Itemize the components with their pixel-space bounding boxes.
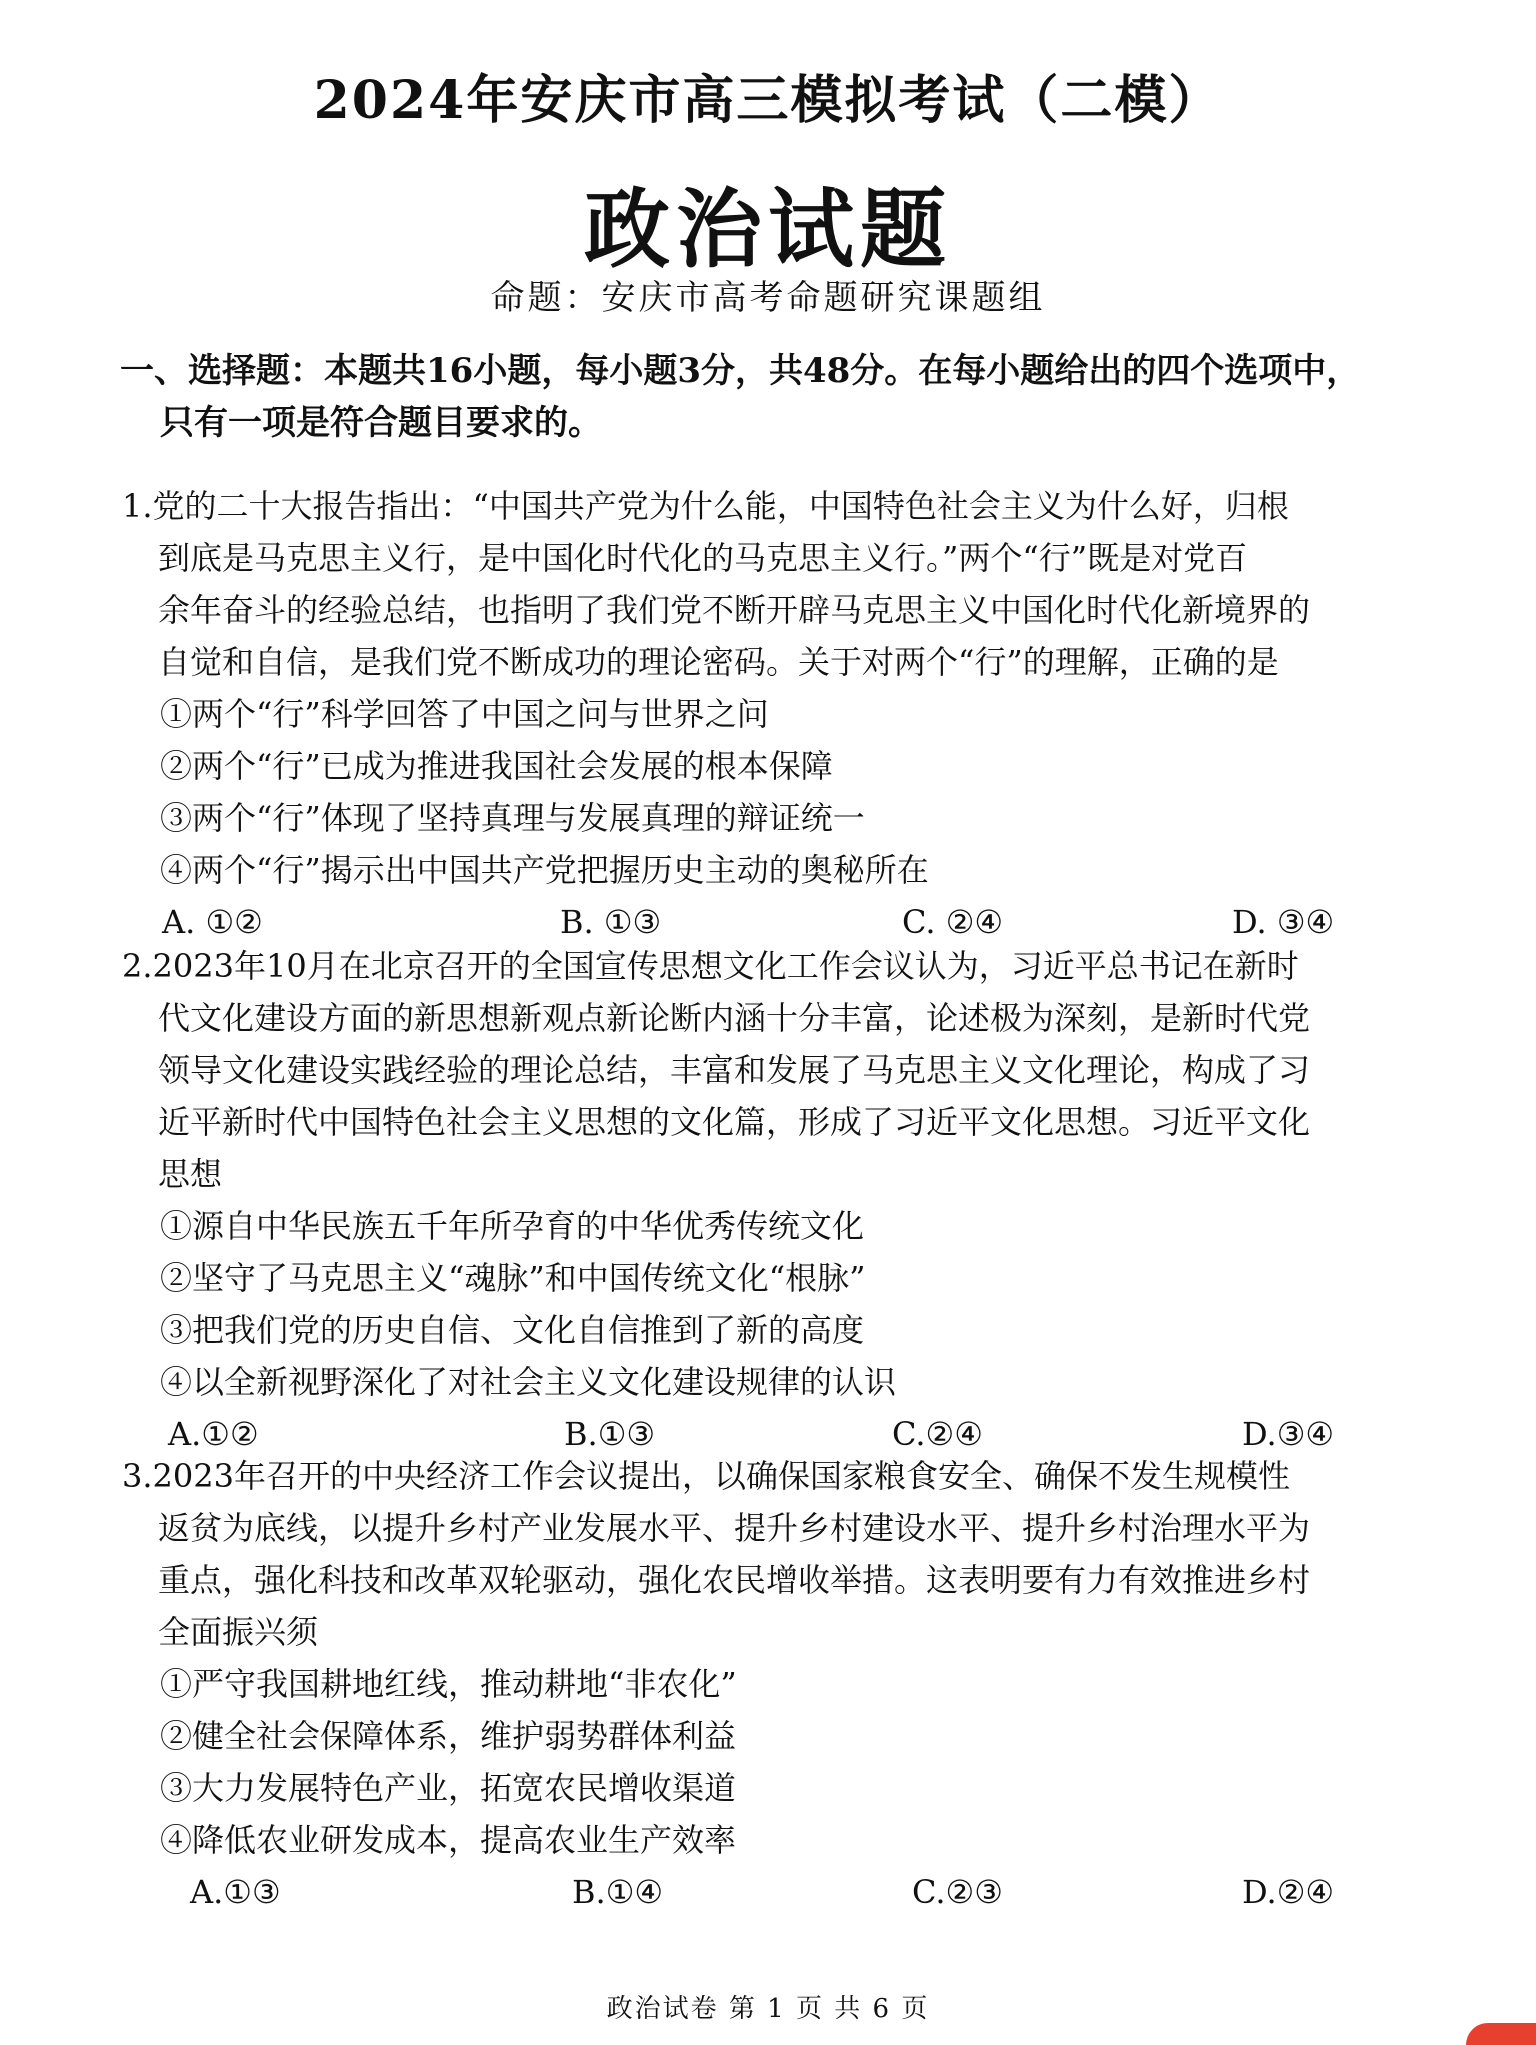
- option-d[interactable]: D.②④: [1242, 1873, 1335, 1911]
- question-stem-line: 余年奋斗的经验总结，也指明了我们党不断开辟马克思主义中国化时代化新境界的: [158, 591, 1311, 629]
- statement-4: ④降低农业研发成本，提高农业生产效率: [160, 1821, 737, 1859]
- question-stem-line: 全面振兴须: [158, 1613, 319, 1651]
- question-stem-line: 重点，强化科技和改革双轮驱动，强化农民增收举措。这表明要有力有效推进乡村: [158, 1561, 1311, 1599]
- option-b[interactable]: B. ①③: [560, 903, 662, 941]
- question-stem-line: 2.2023年10月在北京召开的全国宣传思想文化工作会议认为，习近平总书记在新时: [122, 947, 1299, 985]
- statement-1: ①严守我国耕地红线，推动耕地“非农化”: [160, 1665, 737, 1703]
- subject-title: 政治试题: [584, 179, 952, 280]
- option-c[interactable]: C. ②④: [902, 903, 1004, 941]
- option-a[interactable]: A. ①②: [162, 903, 263, 941]
- answer-options: [122, 1866, 1442, 1920]
- statement-4: ④两个“行”揭示出中国共产党把握历史主动的奥秘所在: [160, 851, 929, 889]
- statement-3: ③两个“行”体现了坚持真理与发展真理的辩证统一: [160, 799, 865, 837]
- section-instruction-line2: 只有一项是符合题目要求的。: [160, 403, 602, 443]
- author-line: 命题：安庆市高考命题研究课题组: [490, 278, 1046, 318]
- statement-1: ①源自中华民族五千年所孕育的中华优秀传统文化: [160, 1207, 865, 1245]
- option-b[interactable]: B.①③: [564, 1415, 656, 1453]
- statement-4: ④以全新视野深化了对社会主义文化建设规律的认识: [160, 1363, 897, 1401]
- question-stem-line: 代文化建设方面的新思想新观点新论断内涵十分丰富，论述极为深刻，是新时代党: [158, 999, 1311, 1037]
- page-footer: 政治试卷 第 1 页 共 6 页: [606, 1994, 930, 2024]
- question-stem-line: 1.党的二十大报告指出：“中国共产党为什么能，中国特色社会主义为什么好，归根: [122, 487, 1289, 525]
- question-stem-line: 自觉和自信，是我们党不断成功的理论密码。关于对两个“行”的理解，正确的是: [158, 643, 1279, 681]
- option-c[interactable]: C.②④: [892, 1415, 983, 1453]
- statement-2: ②坚守了马克思主义“魂脉”和中国传统文化“根脉”: [160, 1259, 866, 1297]
- option-d[interactable]: D.③④: [1242, 1415, 1335, 1453]
- question-3: [122, 1450, 1442, 1920]
- option-c[interactable]: C.②③: [912, 1873, 1003, 1911]
- statement-2: ②两个“行”已成为推进我国社会发展的根本保障: [160, 747, 833, 785]
- section-header: [120, 345, 1440, 449]
- section-instruction-line1: 一、选择题：本题共16小题，每小题3分，共48分。在每小题给出的四个选项中，: [120, 351, 1361, 391]
- question-2: [122, 940, 1442, 1462]
- option-b[interactable]: B.①④: [572, 1873, 664, 1911]
- corner-decoration: [1466, 2023, 1536, 2045]
- question-stem-line: 到底是马克思主义行，是中国化时代化的马克思主义行。”两个“行”既是对党百: [158, 539, 1248, 577]
- question-stem-line: 领导文化建设实践经验的理论总结，丰富和发展了马克思主义文化理论，构成了习: [158, 1051, 1311, 1089]
- question-stem-line: 返贫为底线，以提升乡村产业发展水平、提升乡村建设水平、提升乡村治理水平为: [158, 1509, 1311, 1547]
- exam-title: 2024年安庆市高三模拟考试（二模）: [313, 70, 1223, 131]
- question-1: [122, 480, 1442, 950]
- statement-3: ③把我们党的历史自信、文化自信推到了新的高度: [160, 1311, 865, 1349]
- statement-2: ②健全社会保障体系，维护弱势群体利益: [160, 1717, 737, 1755]
- question-stem-line: 3.2023年召开的中央经济工作会议提出，以确保国家粮食安全、确保不发生规模性: [122, 1457, 1290, 1495]
- option-a[interactable]: A.①②: [168, 1415, 259, 1453]
- option-a[interactable]: A.①③: [190, 1873, 281, 1911]
- question-stem-line: 思想: [158, 1155, 223, 1193]
- question-stem-line: 近平新时代中国特色社会主义思想的文化篇，形成了习近平文化思想。习近平文化: [158, 1103, 1311, 1141]
- option-d[interactable]: D. ③④: [1232, 903, 1335, 941]
- statement-3: ③大力发展特色产业，拓宽农民增收渠道: [160, 1769, 737, 1807]
- statement-1: ①两个“行”科学回答了中国之问与世界之问: [160, 695, 769, 733]
